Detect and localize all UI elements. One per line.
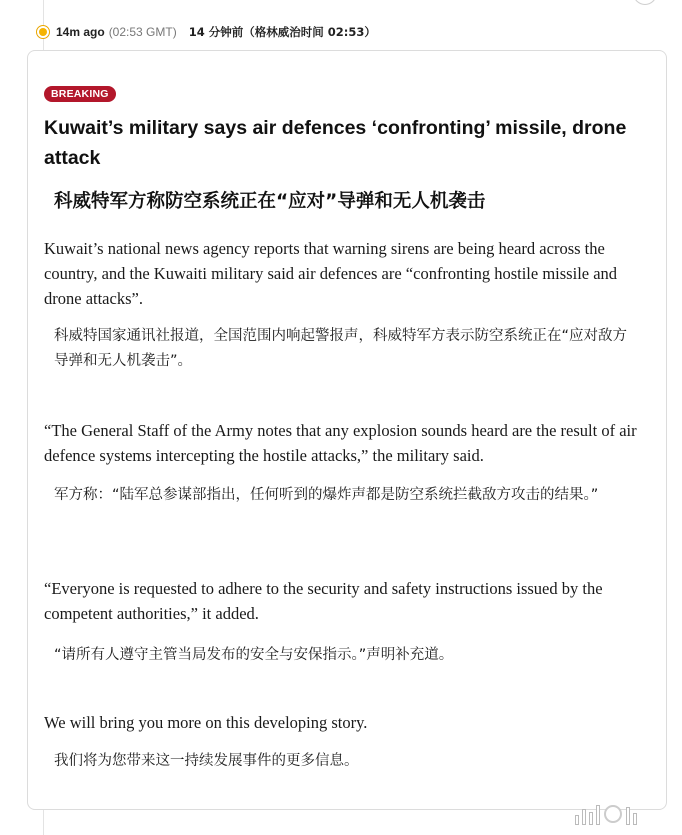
watermark-logo bbox=[575, 800, 670, 828]
paragraph-cn: 军方称：“陆军总参谋部指出，任何听到的爆炸声都是防空系统拦截敌方攻击的结果。” bbox=[54, 487, 599, 503]
clock-icon bbox=[36, 25, 50, 39]
paragraph-en: Kuwait’s national news agency reports that warning sirens are being heard across the country, and the Kuwaiti military said air defences are “confronting hostile missile and drone attacks”. bbox=[44, 239, 618, 308]
time-cn: 14 分钟前（格林威治时间 02:53） bbox=[188, 25, 376, 39]
paragraph-en: We will bring you more on this developing story. bbox=[44, 713, 368, 732]
paragraph-cn: 我们将为您带来这一持续发展事件的更多信息。 bbox=[54, 753, 359, 769]
post-timestamp bbox=[36, 22, 376, 42]
post-headline: Kuwait’s military says air defences ‘confronting’ missile, drone attack bbox=[44, 117, 627, 169]
paragraph-cn: 科威特国家通讯社报道，全国范围内响起警报声，科威特军方表示防空系统正在“应对敌方导弹和无人机袭击”。 bbox=[54, 328, 628, 369]
paragraph-en: “The General Staff of the Army notes that any explosion sounds heard are the result of air defence systems intercepting the hostile attacks,” the military said. bbox=[44, 421, 637, 465]
paragraph-en: “Everyone is requested to adhere to the security and safety instructions issued by the competent authorities,” it added. bbox=[44, 579, 603, 623]
paragraph-cn: “请所有人遵守主管当局发布的安全与安保指示。”声明补充道。 bbox=[54, 647, 454, 663]
time-ago: 14m ago bbox=[56, 25, 105, 39]
timeline-end-marker bbox=[633, 0, 657, 5]
time-gmt: (02:53 GMT) bbox=[108, 25, 177, 39]
post-headline-translation: 科威特军方称防空系统正在“应对”导弹和无人机袭击 bbox=[54, 191, 486, 212]
breaking-badge: BREAKING bbox=[44, 86, 116, 102]
live-blog-post-card bbox=[27, 50, 667, 810]
watermark-ring-icon bbox=[604, 805, 622, 823]
